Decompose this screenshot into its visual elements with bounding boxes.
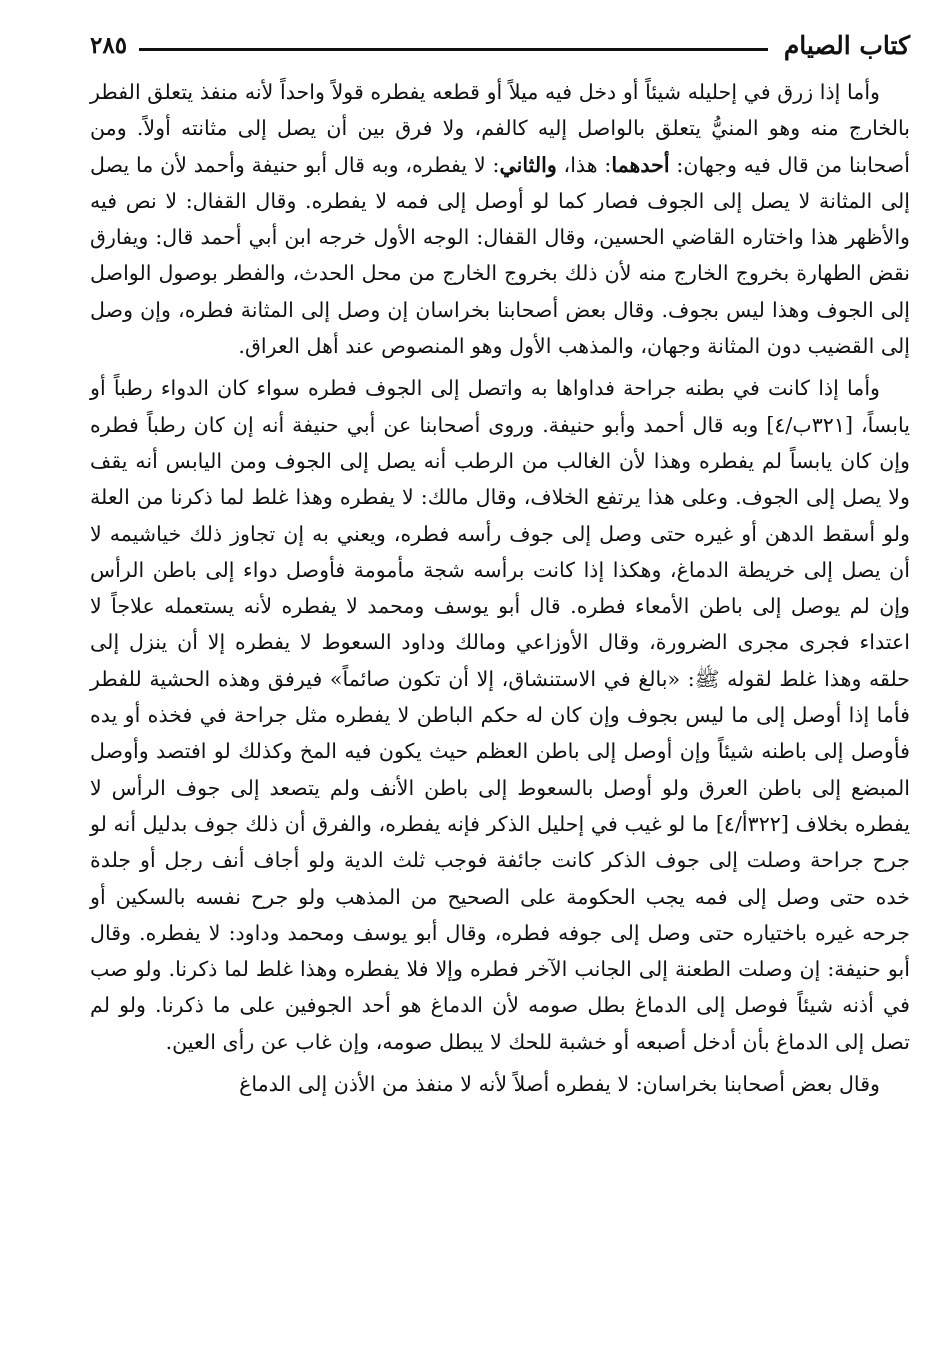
page-number: ٢٨٥ [90, 31, 128, 59]
paragraph-2: وأما إذا كانت في بطنه جراحة فداواها به واتصل إلى الجوف فطره سواء كان الدواء رطباً أو يابساً، [٣٢١ب/٤] وبه قال أحمد وأبو حنيفة. وروى أصحابنا عن أبي حنيفة أنه إن كان رطباً فطره وإن كان يابساً لم يفطره وهذا لأن الغالب من الرطب أنه يصل إلى الجوف ومن اليابس أنه يقف ولا يصل إلى الجوف. وعلى هذا يرتفع الخلاف، وقال مالك: لا يفطره وهذا غلط لما ذكرنا من العلة ولو أسقط الدهن أو غيره حتى وصل إلى جوف رأسه فطره، ويعني به إن تجاوز ذلك خياشيمه لا أن يصل إلى خريطة الدماغ، وهكذا إذا كانت برأسه شجة مأمومة فأوصل دواء إلى باطن الرأس وإن لم يوصل إلى باطن الأمعاء فطره. قال أبو يوسف ومحمد لا يفطره لأنه يستعمله علاجاً لا اعتداء فجرى مجرى الضرورة، وقال الأوزاعي ومالك وداود السعوط لا يفطره إلا أن ينزل إلى حلقه وهذا غلط لقوله ﷺ: «بالغ في الاستنشاق، إلا أن تكون صائماً» فيرفق وهذه الحشية للفطر فأما إذا أوصل إلى ما ليس بجوف وإن كان له حكم الباطن لا يفطره مثل جراحة في فخذه أو يده فأوصل إلى باطنه شيئاً وإن أوصل إلى باطن العظم حيث يكون فيه المخ وكذلك لو افتصد وأوصل المبضع إلى باطن العرق ولو أوصل بالسعوط إلى باطن الأنف ولم يتصعد إلى جوف الرأس لا يفطره بخلاف [٣٢٢أ/٤] ما لو غيب في إحليل الذكر فإنه يفطره، والفرق أن ذلك جوف بدليل أنه لو جرح جراحة وصلت إلى جوف الذكر كانت جائفة فوجب ثلث الدية ولو أجاف أنف رجل أو جلدة خده حتى وصل إلى فمه يجب الحكومة على الصحيح من المذهب ولو جرح نفسه بالسكين أو جرحه غيره باختياره حتى وصل إلى جوفه فطره، وقال أبو يوسف ومحمد وداود: لا يفطره. وقال أبو حنيفة: إن وصلت الطعنة إلى الجانب الآخر فطره وإلا فلا يفطره وهذا غلط لما ذكرنا. ولو صب في أذنه شيئاً فوصل إلى الدماغ بطل صومه لأن الدماغ هو أحد الجوفين على ما ذكرنا. ولو لم تصل إلى الدماغ بأن أدخل أصبعه أو خشبة للحك لا يبطل صومه، وإن غاب عن رأى العين. [90, 376, 911, 1054]
body-text [90, 74, 910, 1102]
header-rule [139, 48, 768, 51]
term-first-view: أحدهما [611, 152, 670, 177]
paragraph-3: وقال بعض أصحابنا بخراسان: لا يفطره أصلاً لأنه لا منفذ من الأذن إلى الدماغ [239, 1072, 880, 1097]
paragraph-1 [90, 74, 910, 364]
book-title: كتاب الصيام [783, 30, 910, 60]
document-page [90, 24, 910, 1344]
paragraph-1-text-e: : لا يفطره، وبه قال أبو حنيفة وأحمد لأن ما يصل إلى المثانة لا يصل إلى الجوف فصار كما لو أوصل إلى فمه لا يفطره. وقال القفال: لا نص فيه والأظهر هذا واختاره القاضي الحسين، وقال القفال: الوجه الأول خرجه ابن أبي أحمد قال: ويفارق نقض الطهارة بخروج الخارج منه لأن ذلك بخروج الخارج من محل الحدث، والفطر بوصول الواصل إلى الجوف وهذا ليس بجوف. وقال بعض أصحابنا بخراسان إن وصل إلى المثانة فطره، وإن وصل إلى القضيب دون المثانة وجهان، والمذهب الأول وهو المنصوص عند أهل العراق. [90, 152, 910, 359]
term-second-view: والثاني [499, 152, 557, 177]
paragraph-1-text-a: وأما إذا زرق في إحليله شيئاً أو دخل فيه ميلاً أو قطعه يفطره قولاً واحداً لأنه منفذ يتعلق الفطر بالخارج منه وهو المنيُّ يتعلق بالواصل إليه كالفم، ولا فرق بين أن يصل إلى مثانته أولاً. ومن أصحابنا من قال فيه وجهان: [90, 80, 910, 177]
running-header [90, 24, 910, 66]
paragraph-1-text-c: : هذا، [556, 152, 612, 177]
